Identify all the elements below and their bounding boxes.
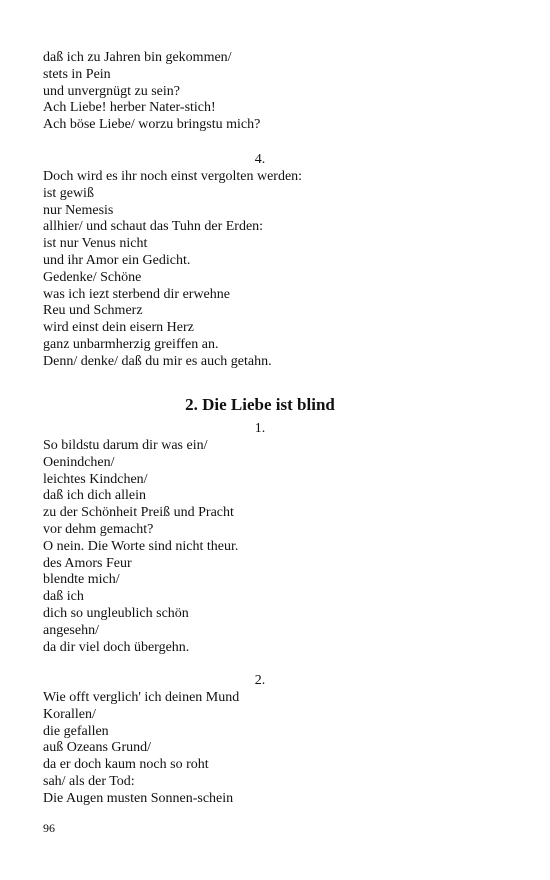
verse-line: da er doch kaum noch so roht xyxy=(43,757,209,773)
verse-line: leichtes Kindchen/ xyxy=(43,471,148,487)
stanza-number: 1. xyxy=(254,421,266,436)
verse-line: Reu und Schmerz xyxy=(43,303,143,319)
verse-line: angesehn/ xyxy=(43,622,99,638)
verse-line: daß ich dich allein xyxy=(43,488,147,504)
verse-line: da dir viel doch übergehn. xyxy=(43,639,190,655)
verse-line: daß ich xyxy=(43,589,84,605)
poem2-stanza-1 xyxy=(43,438,483,656)
verse-line: ganz unbarmherzig greiffen an. xyxy=(43,336,219,352)
verse-line: O nein. Die Worte sind nicht theur. xyxy=(43,538,239,554)
verse-line: So bildstu darum dir was ein/ xyxy=(43,438,208,453)
verse-line: auß Ozeans Grund/ xyxy=(43,740,152,756)
page-number: 96 xyxy=(43,821,55,835)
verse-line: Die Augen musten Sonnen-schein xyxy=(43,790,234,806)
verse-line: sah/ als der Tod: xyxy=(43,773,135,789)
verse-line: Ach böse Liebe/ worzu bringstu mich? xyxy=(43,117,261,133)
verse-line: stets in Pein xyxy=(43,66,111,82)
verse-line: was ich iezt sterbend dir erwehne xyxy=(43,286,230,302)
verse-line: ist nur Venus nicht xyxy=(43,236,148,252)
verse-line: daß ich zu Jahren bin gekommen/ xyxy=(43,50,232,65)
verse-line: Gedenke/ Schöne xyxy=(43,269,142,285)
verse-line: Doch wird es ihr noch einst vergolten werden: xyxy=(43,169,303,184)
poem-title: 2. Die Liebe ist blind xyxy=(185,395,335,414)
verse-line: blendte mich/ xyxy=(43,572,120,588)
verse-line: nur Nemesis xyxy=(43,202,114,218)
verse-line: Oenindchen/ xyxy=(43,454,115,470)
stanza-number: 2. xyxy=(254,673,266,688)
verse-line: Denn/ denke/ daß du mir es auch getahn. xyxy=(43,353,272,369)
verse-line: dich so ungleublich schön xyxy=(43,605,189,621)
verse-line: und ihr Amor ein Gedicht. xyxy=(43,252,191,268)
verse-line: und unvergnügt zu sein? xyxy=(43,83,180,99)
verse-line: vor dehm gemacht? xyxy=(43,521,154,537)
verse-line: Ach Liebe! herber Nater-stich! xyxy=(43,100,216,116)
verse-line: des Amors Feur xyxy=(43,555,132,571)
verse-line: die gefallen xyxy=(43,723,109,739)
verse-line: Korallen/ xyxy=(43,706,96,722)
stanza-continuation xyxy=(43,50,483,134)
verse-line: ist gewiß xyxy=(43,185,94,201)
stanza-4 xyxy=(43,169,483,371)
verse-line: zu der Schönheit Preiß und Pracht xyxy=(43,505,234,521)
verse-line: wird einst dein eisern Herz xyxy=(43,320,194,336)
poem2-stanza-2 xyxy=(43,690,483,808)
verse-line: allhier/ und schaut das Tuhn der Erden: xyxy=(43,219,264,235)
verse-line: Wie offt verglich' ich deinen Mund xyxy=(43,690,240,705)
stanza-number: 4. xyxy=(254,152,266,167)
